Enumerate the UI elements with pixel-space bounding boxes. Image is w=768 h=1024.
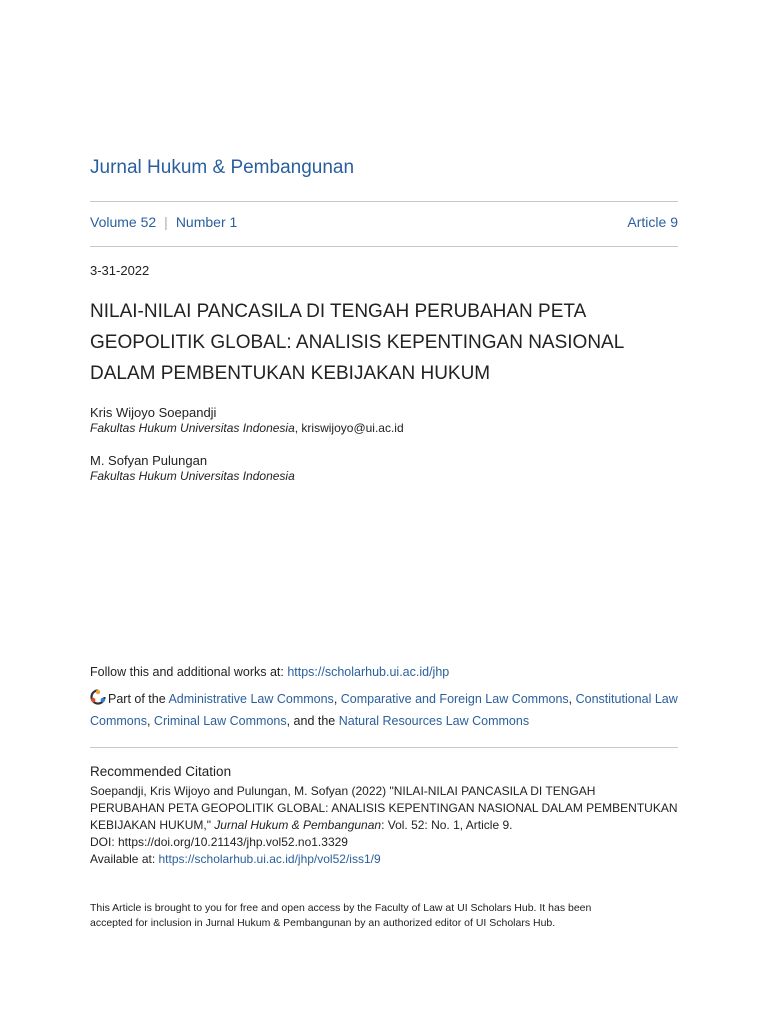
- article-url-link[interactable]: https://scholarhub.ui.ac.id/jhp/vol52/iss1/9: [158, 852, 381, 866]
- follow-line: [90, 665, 449, 679]
- citation-text: : Vol. 52: No. 1, Article 9.: [381, 818, 513, 832]
- author-affiliation: [90, 421, 404, 436]
- volume-link[interactable]: Volume 52: [90, 214, 157, 230]
- issue-separator: |: [164, 214, 168, 230]
- commons-link-natural-resources[interactable]: Natural Resources Law Commons: [338, 714, 530, 728]
- author-block: [90, 404, 404, 436]
- author-affiliation: [90, 469, 295, 484]
- journal-title-link[interactable]: Jurnal Hukum & Pembangunan: [90, 157, 355, 178]
- citation-line: PERUBAHAN PETA GEOPOLITIK GLOBAL: ANALISIS KEPENTINGAN NASIONAL DALAM PEMBENTUKAN: [90, 801, 678, 815]
- publication-date: 3-31-2022: [90, 263, 150, 278]
- follow-prefix: Follow this and additional works at:: [90, 665, 288, 679]
- cover-page: [90, 0, 678, 1024]
- citation-journal: Jurnal Hukum & Pembangunan: [214, 818, 382, 832]
- article-title: [90, 296, 678, 389]
- commons-link-constitutional[interactable]: Constitutional Law Commons: [90, 692, 678, 728]
- affiliation-text: Fakultas Hukum Universitas Indonesia: [90, 469, 295, 483]
- citation-text: KEBIJAKAN HUKUM,": [90, 818, 215, 832]
- available-prefix: Available at:: [90, 852, 159, 866]
- article-title-line: DALAM PEMBENTUKAN KEBIJAKAN HUKUM: [90, 363, 491, 384]
- article-link[interactable]: Article 9: [627, 214, 678, 230]
- commons-separator: ,: [146, 714, 154, 728]
- commons-link-comparative[interactable]: Comparative and Foreign Law Commons: [340, 692, 569, 706]
- issue-info-row: [90, 214, 678, 230]
- access-notice-line: accepted for inclusion in Jurnal Hukum & Pembangunan by an authorized editor of UI Scholars Hub.: [90, 917, 556, 929]
- author-name[interactable]: M. Sofyan Pulungan: [90, 453, 208, 468]
- article-title-line: GEOPOLITIK GLOBAL: ANALISIS KEPENTINGAN NASIONAL: [90, 332, 625, 353]
- commons-separator: ,: [333, 692, 341, 706]
- network-commons-icon: [90, 689, 106, 705]
- issue-divider: [90, 246, 678, 247]
- access-notice: [90, 901, 650, 931]
- commons-and: , and the: [286, 714, 339, 728]
- part-of-commons: [90, 688, 678, 732]
- commons-link-administrative[interactable]: Administrative Law Commons: [168, 692, 334, 706]
- citation-line: [90, 817, 678, 834]
- commons-separator: ,: [568, 692, 576, 706]
- access-notice-line: This Article is brought to you for free and open access by the Faculty of Law at UI Scholars Hub. It has been: [90, 902, 592, 914]
- citation-block: [90, 783, 678, 868]
- author-email: , kriswijoyo@ui.ac.id: [294, 421, 404, 435]
- citation-available: [90, 851, 678, 868]
- article-title-line: NILAI-NILAI PANCASILA DI TENGAH PERUBAHAN PETA: [90, 301, 587, 322]
- citation-divider: [90, 747, 678, 748]
- top-divider: [90, 201, 678, 202]
- author-block: [90, 452, 295, 484]
- partof-prefix: Part of the: [108, 692, 169, 706]
- number-link[interactable]: Number 1: [175, 214, 238, 230]
- citation-doi: DOI: https://doi.org/10.21143/jhp.vol52.no1.3329: [90, 835, 348, 849]
- commons-link-criminal[interactable]: Criminal Law Commons: [153, 714, 287, 728]
- recommended-citation-heading: Recommended Citation: [90, 764, 232, 779]
- affiliation-text: Fakultas Hukum Universitas Indonesia: [90, 421, 295, 435]
- author-name[interactable]: Kris Wijoyo Soepandji: [90, 405, 217, 420]
- repository-link[interactable]: https://scholarhub.ui.ac.id/jhp: [287, 665, 450, 679]
- citation-line: Soepandji, Kris Wijoyo and Pulungan, M. Sofyan (2022) "NILAI-NILAI PANCASILA DI TENGAH: [90, 784, 596, 798]
